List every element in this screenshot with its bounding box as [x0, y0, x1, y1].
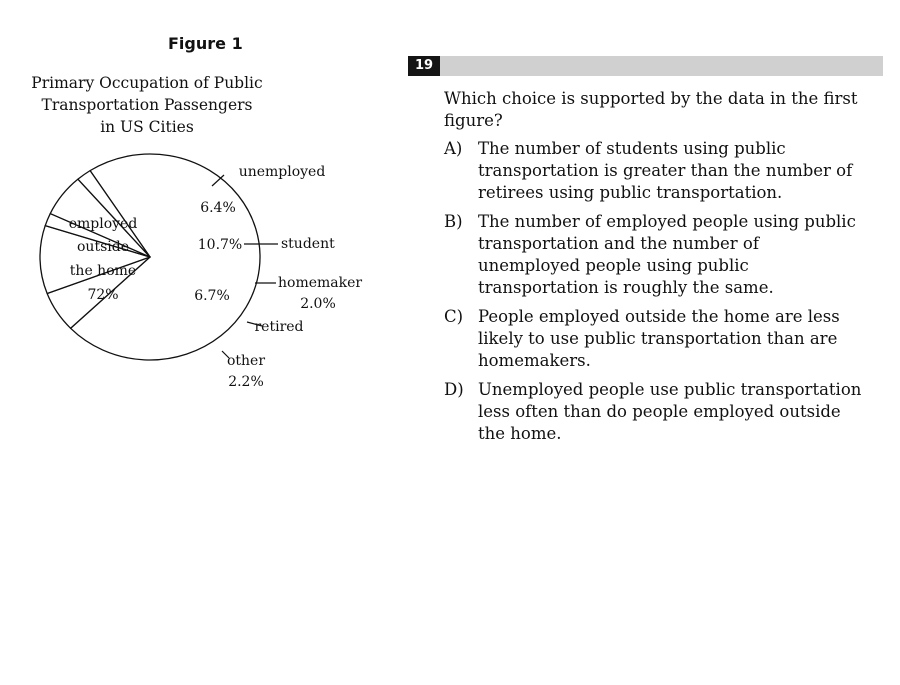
figure-label: Figure 1: [168, 34, 243, 53]
choice-text: The number of students using public transportation is greater than the number of retirees using public transportation.: [478, 139, 853, 202]
slice-value-label-employed-outside-the-home: 72%: [87, 287, 119, 303]
slice-value-label-other: 2.2%: [228, 374, 264, 390]
choice-text: Unemployed people use public transportation less often than do people employed outside the home.: [478, 380, 862, 443]
chart-title-line: Primary Occupation of Public: [31, 74, 263, 92]
question-stem: Which choice is supported by the data in the first figure?: [444, 89, 858, 130]
slice-label-employed-outside-the-home: outside: [77, 239, 129, 255]
slice-label-employed-outside-the-home: employed: [68, 216, 138, 232]
answer-choice-b[interactable]: [444, 211, 864, 299]
answer-choice-c[interactable]: [444, 306, 864, 372]
chart-title-line: in US Cities: [100, 118, 194, 136]
pie-chart: [0, 0, 420, 420]
slice-label-homemaker: homemaker: [278, 275, 363, 291]
answer-choice-a[interactable]: [444, 138, 864, 204]
choice-text: The number of employed people using public transportation and the number of unemployed people using public transportation is roughly the same.: [478, 212, 856, 297]
question-number: 19: [408, 56, 440, 76]
slice-value-label-homemaker: 2.0%: [300, 296, 336, 312]
slice-label-other: other: [226, 353, 266, 369]
slice-label-retired: retired: [254, 319, 304, 335]
question: [444, 88, 864, 452]
choice-letter: B): [444, 212, 463, 231]
chart-title-line: Transportation Passengers: [41, 96, 253, 114]
choice-letter: D): [444, 380, 464, 399]
slice-value-label-unemployed: 6.4%: [200, 200, 236, 216]
choice-letter: C): [444, 307, 464, 326]
slice-value-label-retired: 6.7%: [194, 288, 230, 304]
answer-choice-d[interactable]: [444, 379, 864, 445]
slice-label-student: student: [281, 236, 335, 252]
choice-text: People employed outside the home are less likely to use public transportation than are homemakers.: [478, 307, 840, 370]
slice-value-label-student: 10.7%: [197, 237, 243, 253]
slice-label-employed-outside-the-home: the home: [69, 263, 137, 279]
choice-letter: A): [444, 139, 463, 158]
slice-label-unemployed: unemployed: [238, 164, 326, 180]
question-header-bar: [408, 56, 883, 76]
